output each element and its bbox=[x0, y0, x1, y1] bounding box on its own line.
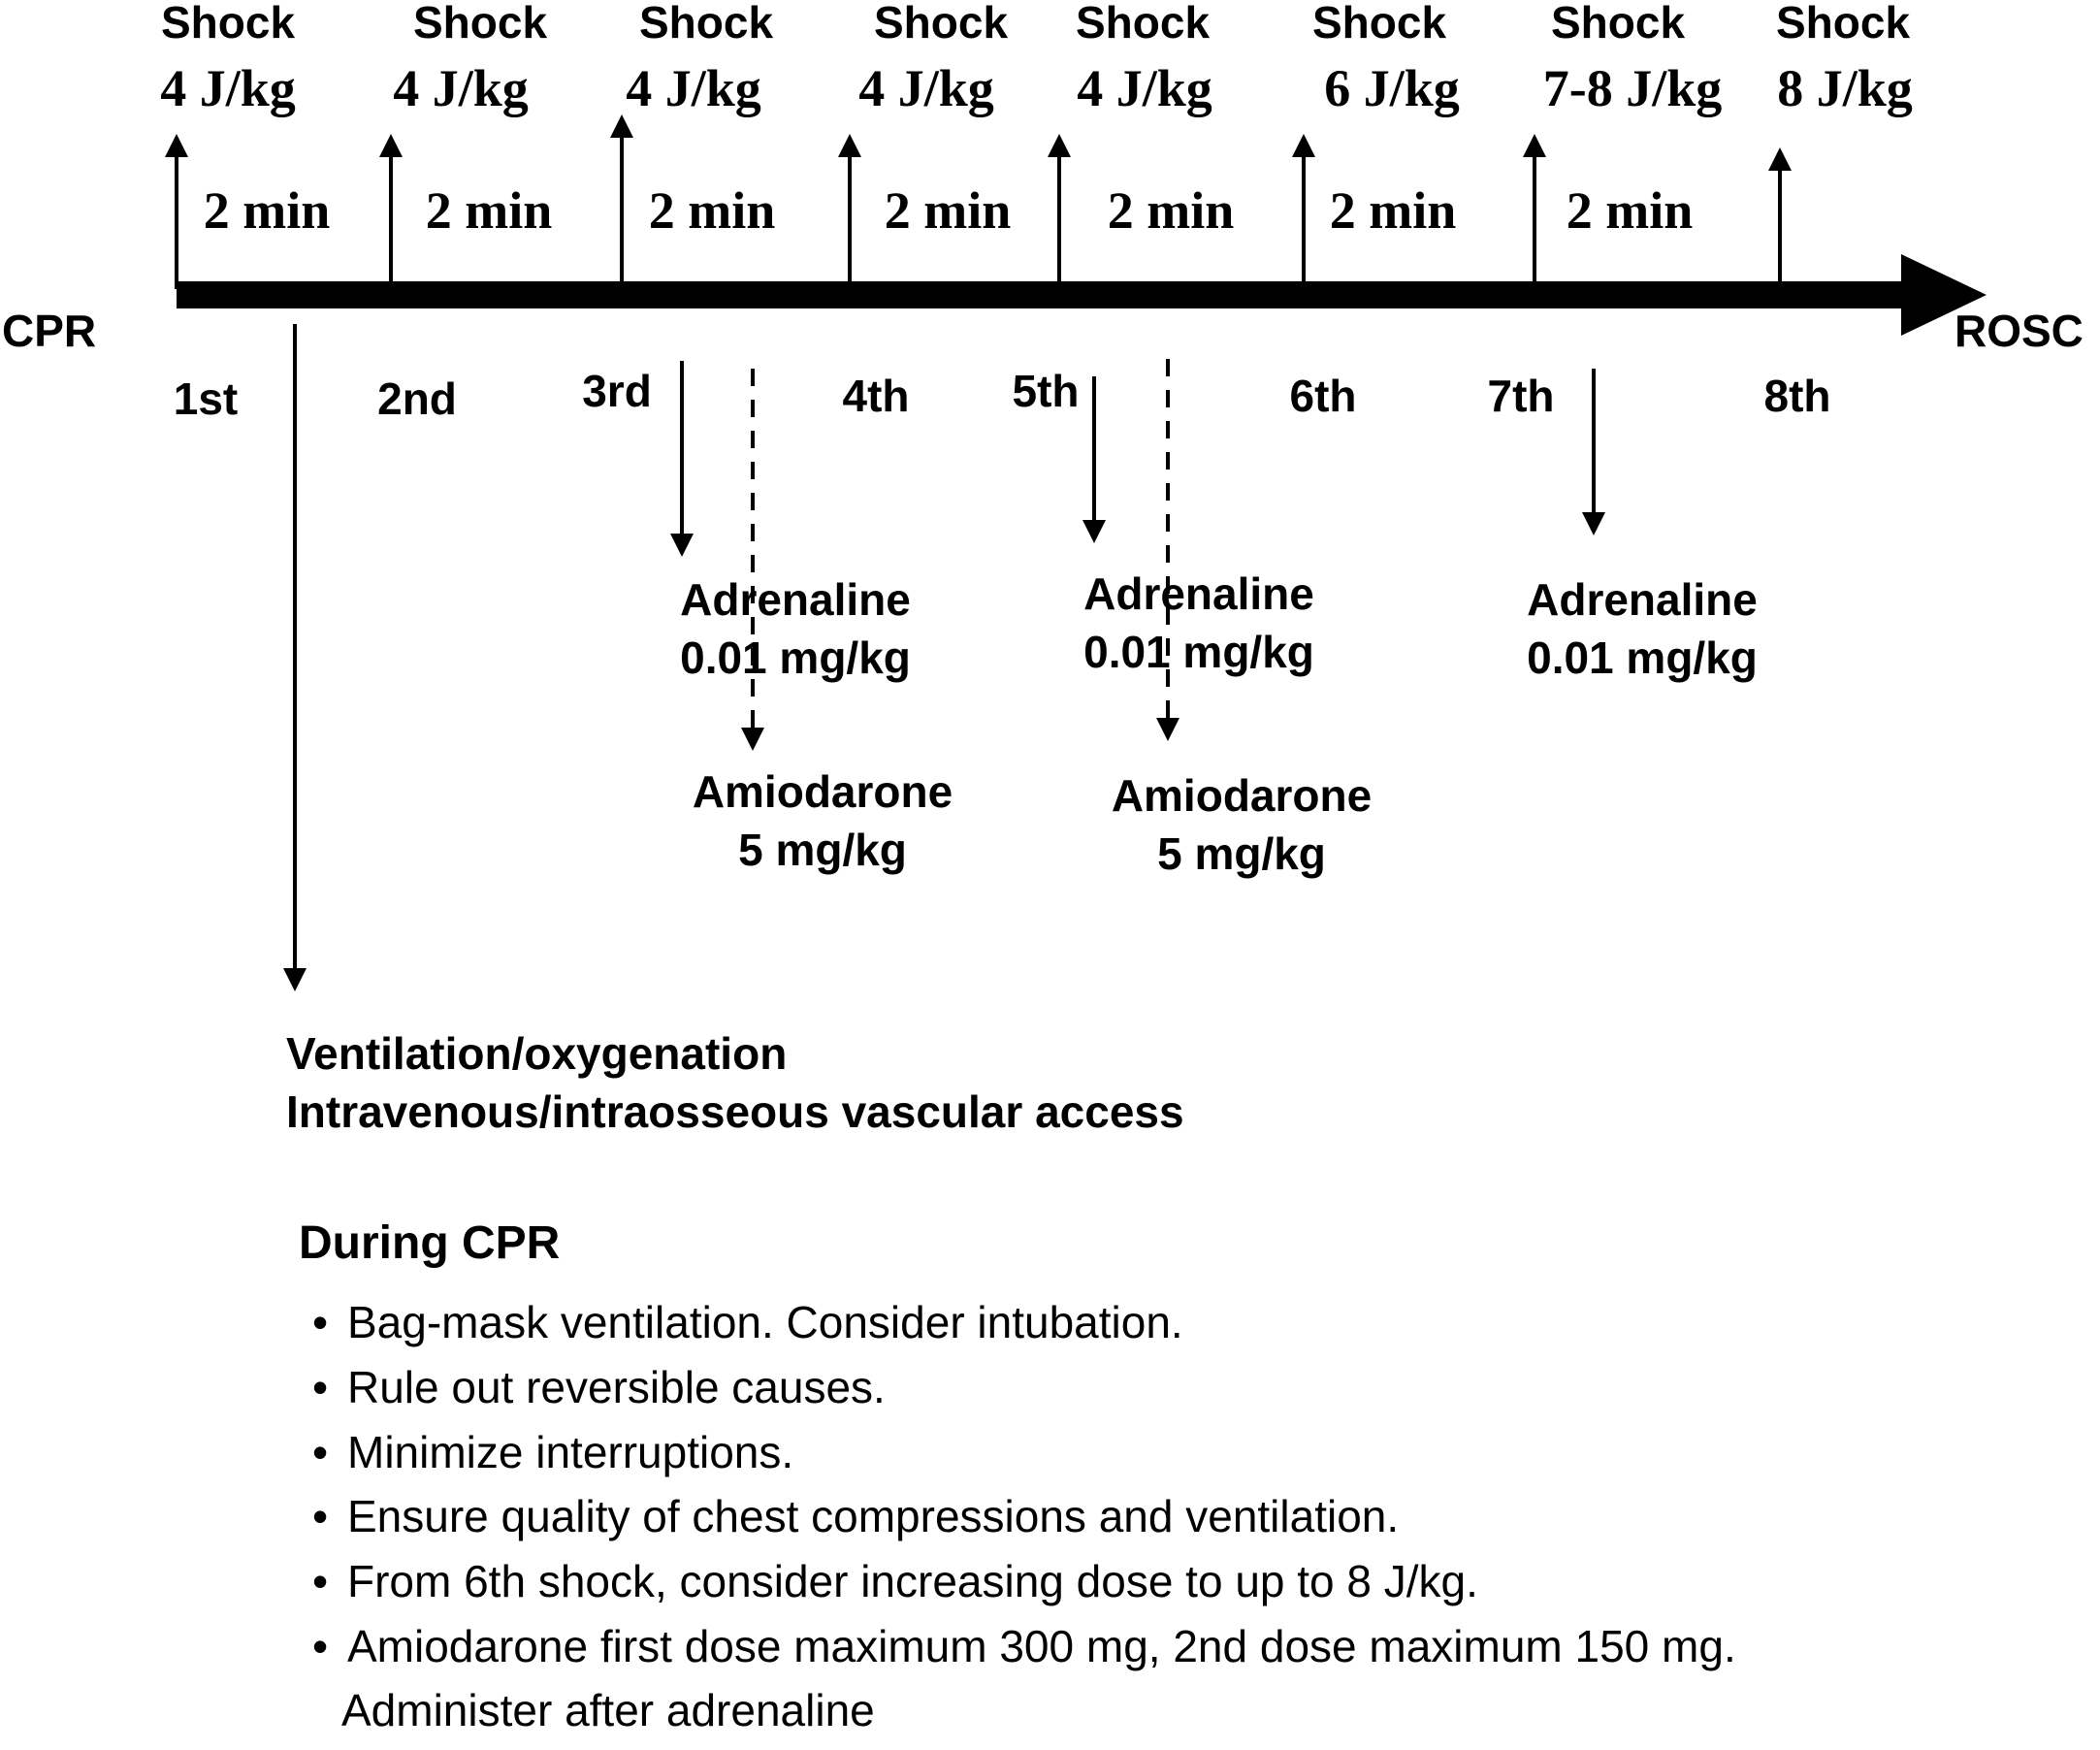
ventilation-line-1: Ventilation/oxygenation bbox=[286, 1028, 788, 1079]
adrenaline-name-1: Adrenaline bbox=[680, 574, 911, 625]
adrenaline-dose-1: 0.01 mg/kg bbox=[680, 632, 911, 683]
amiodarone-label-1 bbox=[693, 762, 953, 879]
adrenaline-label-2 bbox=[1083, 565, 1314, 681]
shock-label-2: Shock bbox=[412, 0, 548, 48]
list-item-text: Ensure quality of chest compressions and ventilation. bbox=[347, 1491, 1400, 1541]
bullet-icon: • bbox=[312, 1297, 329, 1347]
during-cpr-heading: During CPR bbox=[299, 1217, 561, 1269]
amiodarone-dose-1: 5 mg/kg bbox=[738, 825, 907, 875]
interval-label-6: 2 min bbox=[1329, 181, 1457, 240]
interval-label-5: 2 min bbox=[1107, 181, 1235, 240]
adrenaline-name-3: Adrenaline bbox=[1527, 574, 1758, 625]
shock-label-1: Shock bbox=[160, 0, 296, 48]
shock-ordinal-7: 7th bbox=[1487, 371, 1555, 421]
shock-ordinal-6: 6th bbox=[1289, 371, 1357, 421]
list-item-text: From 6th shock, consider increasing dose to up to 8 J/kg. bbox=[347, 1556, 1478, 1606]
rosc-end-label: ROSC bbox=[1955, 306, 2084, 356]
shock-ordinal-4: 4th bbox=[842, 371, 910, 421]
shock-ordinal-1: 1st bbox=[173, 373, 239, 424]
list-item-text: Bag-mask ventilation. Consider intubation. bbox=[347, 1297, 1183, 1347]
shock-energy-2: 4 J/kg bbox=[393, 59, 529, 117]
bullet-icon: • bbox=[312, 1491, 329, 1541]
list-item bbox=[312, 1427, 794, 1477]
list-item-text: Amiodarone first dose maximum 300 mg, 2nd dose maximum 150 mg. bbox=[347, 1621, 1736, 1671]
shock-ordinal-3: 3rd bbox=[582, 366, 652, 416]
list-item-text: Minimize interruptions. bbox=[347, 1427, 794, 1477]
shock-energy-6: 6 J/kg bbox=[1324, 59, 1460, 117]
amiodarone-name-2: Amiodarone bbox=[1111, 770, 1373, 821]
shock-ordinal-2: 2nd bbox=[377, 373, 457, 424]
shock-energy-4: 4 J/kg bbox=[858, 59, 994, 117]
interval-label-7: 2 min bbox=[1566, 181, 1694, 240]
shock-ordinal-5: 5th bbox=[1012, 366, 1080, 416]
adrenaline-label-3 bbox=[1527, 570, 1758, 687]
interval-label-1: 2 min bbox=[203, 181, 331, 240]
shock-energy-5: 4 J/kg bbox=[1077, 59, 1212, 117]
interval-label-2: 2 min bbox=[425, 181, 553, 240]
shock-energy-1: 4 J/kg bbox=[160, 59, 296, 117]
amiodarone-name-1: Amiodarone bbox=[692, 766, 953, 817]
bullet-icon: • bbox=[312, 1427, 329, 1477]
list-item-continuation: Administer after adrenaline bbox=[341, 1685, 875, 1735]
shock-label-4: Shock bbox=[873, 0, 1009, 48]
shock-label-8: Shock bbox=[1775, 0, 1911, 48]
interval-label-4: 2 min bbox=[884, 181, 1012, 240]
shock-label-3: Shock bbox=[638, 0, 774, 48]
shock-energy-8: 8 J/kg bbox=[1777, 59, 1913, 117]
amiodarone-dose-2: 5 mg/kg bbox=[1157, 828, 1326, 879]
bullet-icon: • bbox=[312, 1621, 329, 1671]
shock-ordinal-8: 8th bbox=[1763, 371, 1831, 421]
adrenaline-label-1 bbox=[680, 570, 911, 687]
ventilation-line-2: Intravenous/intraosseous vascular access bbox=[286, 1086, 1184, 1137]
list-item bbox=[312, 1556, 1478, 1606]
interval-label-3: 2 min bbox=[648, 181, 776, 240]
list-item bbox=[312, 1362, 886, 1412]
adrenaline-dose-2: 0.01 mg/kg bbox=[1083, 627, 1314, 677]
list-item bbox=[312, 1621, 1736, 1671]
shock-energy-7: 7-8 J/kg bbox=[1542, 59, 1723, 117]
bullet-icon: • bbox=[312, 1362, 329, 1412]
list-item bbox=[312, 1491, 1400, 1541]
cpr-start-label: CPR bbox=[2, 306, 97, 356]
list-item-text: Rule out reversible causes. bbox=[347, 1362, 886, 1412]
bullet-icon: • bbox=[312, 1556, 329, 1606]
shock-energy-3: 4 J/kg bbox=[626, 59, 761, 117]
adrenaline-name-2: Adrenaline bbox=[1083, 568, 1314, 619]
amiodarone-label-2 bbox=[1112, 766, 1372, 883]
list-item bbox=[312, 1297, 1183, 1347]
shock-label-6: Shock bbox=[1311, 0, 1447, 48]
adrenaline-dose-3: 0.01 mg/kg bbox=[1527, 632, 1758, 683]
shock-label-7: Shock bbox=[1550, 0, 1686, 48]
shock-label-5: Shock bbox=[1075, 0, 1211, 48]
ventilation-text bbox=[286, 1024, 1184, 1141]
